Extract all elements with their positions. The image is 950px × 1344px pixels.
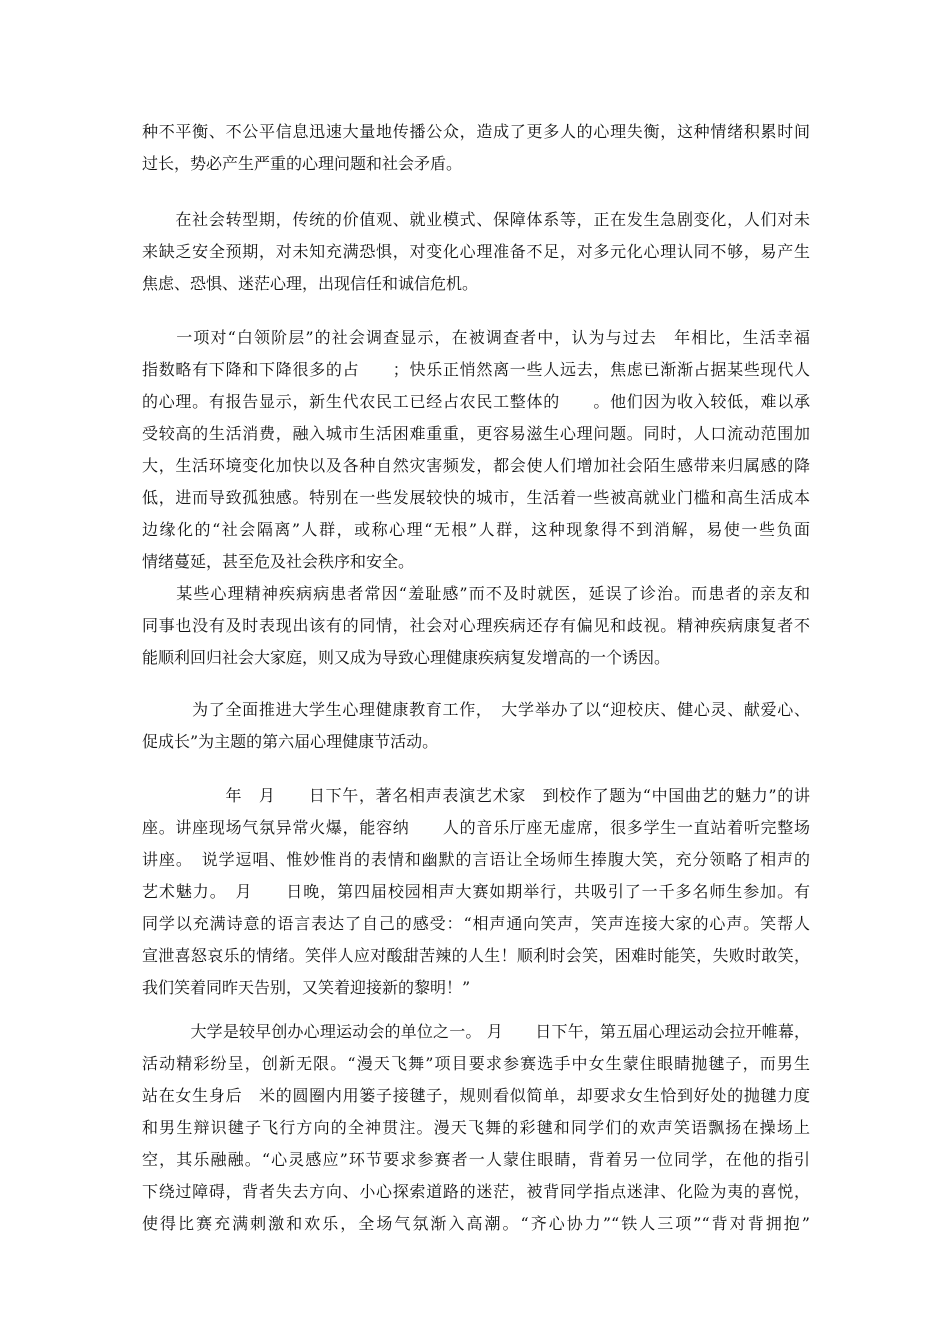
text-line: 来缺乏安全预期，对未知充满恐惧，对变化心理准备不足，对多元化心理认同不够，易产生 [142, 242, 810, 261]
text-line: 边缘化的“社会隔离”人群，或称心理“无根”人群，这种现象得不到消解，易使一些负面 [142, 520, 810, 539]
text-line: 过长，势必产生严重的心理问题和社会矛盾。 [142, 154, 463, 173]
text-line: 低，进而导致孤独感。特别在一些发展较快的城市，生活着一些被高就业门槛和高生活成本 [142, 488, 810, 507]
paragraph-3 [142, 322, 810, 578]
text-line: 一项对“白领阶层”的社会调查显示，在被调查者中，认为与过去 年相比，生活幸福 [142, 328, 810, 347]
text-line: 下绕过障碍，背者失去方向、小心探索道路的迷茫，被背同学指点迷津、化险为夷的喜悦， [142, 1182, 810, 1201]
text-line: 的心理。有报告显示，新生代农民工已经占农民工整体的 。他们因为收入较低，难以承 [142, 392, 810, 411]
text-line: 大，生活环境变化加快以及各种自然灾害频发，都会使人们增加社会陌生感带来归属感的降 [142, 456, 810, 475]
text-line: 空，其乐融融。“心灵感应”环节要求参赛者一人蒙住眼睛，背着另一位同学，在他的指引 [142, 1150, 810, 1169]
text-line: 座。讲座现场气氛异常火爆，能容纳 人的音乐厅座无虚席，很多学生一直站着听完整场 [142, 818, 810, 837]
paragraph-1 [142, 116, 810, 180]
text-line: 能顺利回归社会大家庭，则又成为导致心理健康疾病复发增高的一个诱因。 [142, 648, 671, 667]
paragraph-5 [142, 694, 810, 758]
text-line: 焦虑、恐惧、迷茫心理，出现信任和诚信危机。 [142, 274, 479, 293]
text-line: 受较高的生活消费，融入城市生活困难重重，更容易滋生心理问题。同时，人口流动范围加 [142, 424, 810, 443]
text-line: 使得比赛充满刺激和欢乐，全场气氛渐入高潮。“齐心协力”“铁人三项”“背对背拥抱” [142, 1214, 810, 1233]
text-line: 活动精彩纷呈，创新无限。“漫天飞舞”项目要求参赛选手中女生蒙住眼睛抛毽子，而男生 [142, 1054, 810, 1073]
text-line: 和男生辩识毽子飞行方向的全神贯注。漫天飞舞的彩毽和同学们的欢声笑语飘扬在操场上 [142, 1118, 810, 1137]
paragraph-6 [142, 780, 810, 1004]
paragraph-2 [142, 204, 810, 300]
text-line: 我们笑着同昨天告别，又笑着迎接新的黎明！” [142, 978, 471, 997]
text-line: 同事也没有及时表现出该有的同情，社会对心理疾病还存有偏见和歧视。精神疾病康复者不 [142, 616, 810, 635]
paragraph-7 [142, 1016, 810, 1240]
text-line: 站在女生身后 米的圆圈内用篓子接毽子，规则看似简单，却要求女生恰到好处的抛毽力度 [142, 1086, 810, 1105]
text-line: 种不平衡、不公平信息迅速大量地传播公众，造成了更多人的心理失衡，这种情绪积累时间 [142, 122, 810, 141]
paragraph-4 [142, 578, 810, 674]
text-line: 大学是较早创办心理运动会的单位之一。 月 日下午，第五届心理运动会拉开帷幕， [142, 1022, 810, 1041]
text-line: 年 月 日下午，著名相声表演艺术家 到校作了题为“中国曲艺的魅力”的讲 [142, 786, 810, 805]
text-line: 宣泄喜怒哀乐的情绪。笑伴人应对酸甜苦辣的人生！顺利时会笑，困难时能笑，失败时敢笑， [142, 946, 810, 965]
text-line: 在社会转型期，传统的价值观、就业模式、保障体系等，正在发生急剧变化，人们对未 [142, 210, 810, 229]
text-line: 情绪蔓延，甚至危及社会秩序和安全。 [142, 552, 415, 571]
text-line: 指数略有下降和下降很多的占 ；快乐正悄然离一些人远去，焦虑已渐渐占据某些现代人 [142, 360, 810, 379]
text-line: 为了全面推进大学生心理健康教育工作， 大学举办了以“迎校庆、健心灵、献爱心、 [142, 700, 810, 719]
text-line: 讲座。 说学逗唱、惟妙惟肖的表情和幽默的言语让全场师生捧腹大笑，充分领略了相声的 [142, 850, 810, 869]
text-line: 促成长”为主题的第六届心理健康节活动。 [142, 732, 439, 751]
text-line: 艺术魅力。 月 日晚，第四届校园相声大赛如期举行，共吸引了一千多名师生参加。有 [142, 882, 810, 901]
text-line: 某些心理精神疾病病患者常因“羞耻感”而不及时就医，延误了诊治。而患者的亲友和 [142, 584, 810, 603]
text-line: 同学以充满诗意的语言表达了自己的感受：“相声通向笑声，笑声连接大家的心声。笑帮人 [142, 914, 810, 933]
